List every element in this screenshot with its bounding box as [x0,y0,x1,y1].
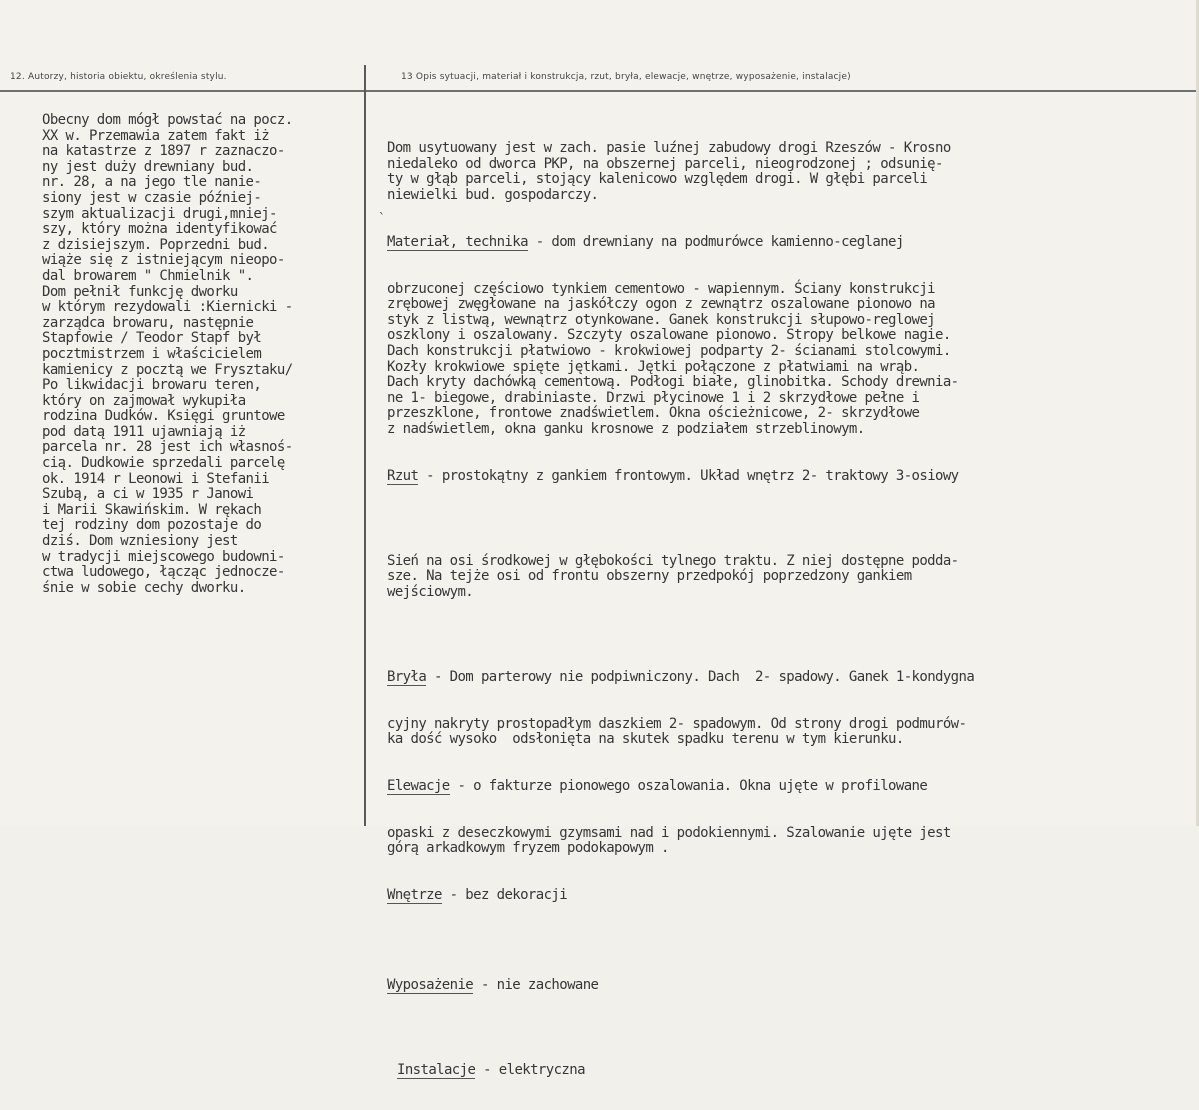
left-column-text [42,113,293,596]
plan-text-line: sze. Na tejże osi od frontu obszerny przedpokój poprzedzony gankiem [387,568,912,585]
furnishing-line: Wyposażenie - nie zachowane [387,977,599,994]
massing-text-line: ka dość wysoko odsłonięta na skutek spadku terenu w tym kierunku. [387,731,904,748]
plan-label: Rzut [387,467,419,484]
history-text-line: siony jest w czasie później- [42,189,262,206]
history-text-line: Obecny dom mógł powstać na pocz. [42,112,293,128]
material-text-line: Dach konstrukcji płatwiowo - krokwiowej podparty 2- ścianami stolcowymi. [387,342,951,359]
material-text-line: Dach kryty dachówką cementową. Podłogi białe, glinobitka. Schody drewnia- [387,374,959,391]
history-text-line: na katastrze z 1897 r zaznaczo- [42,143,285,160]
history-text-line: z dzisiejszym. Poprzedni bud. [42,236,270,253]
situation-text-line: niewielki bud. gospodarczy. [387,186,599,203]
history-text-line: ctwa ludowego, łącząc jednocze- [42,564,285,581]
history-text-line: zarządca browaru, następnie [42,314,254,331]
history-text-line: pod datą 1911 ujawniają iż [42,423,246,440]
material-label: Materiał, technika [387,233,528,250]
history-text-line: Stapfowie / Teodor Stapf był [42,330,262,347]
plan-heading-line: Rzut - prostokątny z gankiem frontowym. Układ wnętrz 2- traktowy 3-osiowy [387,467,959,484]
material-text-line: styk z listwą, wewnątrz otynkowane. Ganek konstrukcji słupowo-reglowej [387,311,936,328]
history-text-line: cią. Dudkowie sprzedali parcelę [42,455,285,472]
history-text-line: Szubą, a ci w 1935 r Janowi [42,486,254,503]
history-text-line: który on zajmował wykupiła [42,392,246,409]
history-text-line: w tradycji miejscowego budowni- [42,548,285,565]
history-text-line: Dom pełnił funkcję dworku [42,283,238,300]
history-text-line: szym aktualizacji drugi,mniej- [42,205,277,222]
material-text-line: Kozły krokwiowe spięte jętkami. Jętki połączone z płatwiami na wrąb. [387,358,920,375]
history-text-line: w którym rezydowali :Kiernicki - [42,299,293,316]
plan-text-line: Sień na osi środkowej w głębokości tylnego traktu. Z niej dostępne podda- [387,552,959,569]
massing-label: Bryła [387,668,427,685]
elevations-label: Elewacje [387,777,450,794]
interior-line: Wnętrze - bez dekoracji [387,887,568,904]
interior-label: Wnętrze [387,887,442,904]
history-text-line: dal browarem " Chmielnik ". [42,267,254,284]
history-text-line: i Marii Skawińskim. W rękach [42,501,262,518]
history-text-line: parcela nr. 28 jest ich własnoś- [42,439,293,456]
right-column-text [387,110,974,1110]
material-text-line: obrzuconej częściowo tynkiem cementowo - wapiennym. Ściany konstrukcji [387,280,936,297]
column-divider [364,65,366,826]
situation-text-line: niedaleko od dworca PKP, na obszernej parceli, nieogrodzonej ; odsunię- [387,155,943,172]
history-text-line: ok. 1914 r Leonowi i Stefanii [42,470,270,487]
elevations-heading-line: Elewacje - o fakturze pionowego oszalowania. Okna ujęte w profilowane [387,777,928,794]
history-text-line: wiąże się z istniejącym nieopo- [42,252,285,269]
massing-heading-line: Bryła - Dom parterowy nie podpiwniczony. Dach 2- spadowy. Ganek 1-kondygna [387,668,975,685]
history-text-line: rodzina Dudków. Księgi gruntowe [42,408,285,425]
history-text-line: pocztmistrzem i właścicielem [42,345,262,362]
history-text-line: tej rodziny dom pozostaje do [42,517,262,534]
situation-text-line: ty w głąb parceli, stojący kalenicowo względem drogi. W głębi parceli [387,171,928,188]
material-text-line: ne 1- biegowe, drabiniaste. Drzwi płycinowe 1 i 2 skrzydłowe pełne i [387,389,920,406]
margin-tick-mark: ` [378,212,386,227]
history-text-line: śnie w sobie cechy dworku. [42,579,246,596]
plan-text-line: wejściowym. [387,583,474,600]
situation-text-line: Dom usytuowany jest w zach. pasie luźnej zabudowy drogi Rzeszów - Krosno [387,140,951,157]
material-text-line: zrębowej zwęgłowane na jaskółczy ogon z zewnątrz oszalowane pionowo na [387,296,936,313]
history-text-line: XX w. Przemawia zatem fakt iż [42,127,270,144]
history-text-line: Po likwidacji browaru teren, [42,377,262,394]
material-text-line: z nadświetlem, okna ganku krosnowe z podziałem strzeblinowym. [387,420,865,437]
elevations-text-line: opaski z deseczkowymi gzymsami nad i podokiennymi. Szalowanie ujęte jest [387,824,951,841]
header-description: 13 Opis sytuacji, materiał i konstrukcja, rzut, bryła, elewacje, wnętrze, wyposażenie, instalacje) [401,72,851,82]
history-text-line: kamienicy z pocztą we Frysztaku/ [42,361,293,378]
furnishing-label: Wyposażenie [387,977,474,994]
history-text-line: szy, który można identyfikować [42,221,277,238]
material-text-line: przeszklone, frontowe znadświetlem. Okna ościeżnicowe, 2- skrzydłowe [387,405,920,422]
header-authors-history: 12. Autorzy, historia obiektu, określenia stylu. [10,72,227,82]
header-divider [0,90,1196,92]
massing-text-line: cyjny nakryty prostopadłym daszkiem 2- spadowym. Od strony drogi podmurów- [387,715,967,732]
history-text-line: ny jest duży drewniany bud. [42,158,254,175]
history-text-line: dziś. Dom wzniesiony jest [42,533,238,550]
material-heading-line: Materiał, technika - dom drewniany na podmurówce kamienno-ceglanej [387,233,904,250]
installation-label: Instalacje [397,1062,476,1079]
elevations-text-line: górą arkadkowym fryzem podokapowym . [387,840,669,857]
installation-line: Instalacje - elektryczna [397,1062,585,1079]
material-text-line: oszklony i oszalowany. Szczyty oszalowane pionowo. Stropy belkowe nagie. [387,327,951,344]
history-text-line: nr. 28, a na jego tle nanie- [42,174,262,191]
